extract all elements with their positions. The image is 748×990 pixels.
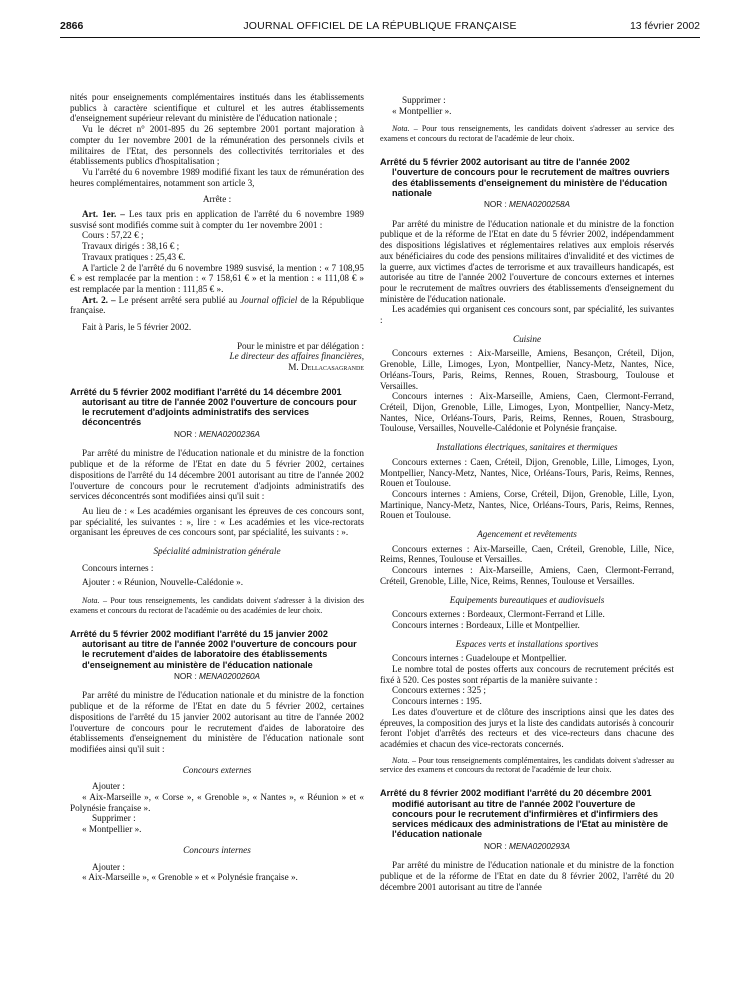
issue-date: 13 février 2002 [629, 20, 700, 32]
decree-title [380, 788, 674, 839]
nota-label: Nota. [82, 596, 100, 606]
paragraph: Concours externes : Aix-Marseille, Caen, Créteil, Grenoble, Lille, Nice, Reims, Rennes, Toulouse et Versailles. [380, 543, 674, 565]
section-heading: Concours internes [183, 844, 251, 855]
nota [380, 124, 674, 143]
paragraph: nités pour enseignements complémentaires institués dans les établissements publics à caractère scientifique et culturel et les autres établissements d'enseignement supérieur relevant du ministère de l'éducation nationale ; [70, 92, 364, 124]
action-label: Ajouter : [92, 781, 125, 792]
nota-text: – Pour tous renseignements complémentaires, les candidats doivent s'adresser au service des examens et concours du rectorat de l'académie de leur choix. [380, 755, 674, 775]
count-item: Concours internes : 195. [392, 696, 482, 707]
nor-reference [380, 200, 674, 211]
nor-code: MENA0200293A [509, 841, 571, 851]
signature-title: Le directeur des affaires financières, [229, 351, 364, 362]
nota-text: – Pour tous renseignements, les candidats doivent s'adresser à la division des examens et concours du rectorat de l'académie ou des académies de leur choix. [70, 596, 364, 615]
paragraph: Concours internes : [82, 562, 154, 573]
section-heading: Agencement et revêtements [477, 529, 577, 540]
article-text: Les taux pris en application de l'arrêté du 6 novembre 1989 susvisé sont modifiés comme suit à compter du 1er novembre 2001 : [70, 209, 364, 230]
decree-title-text: Arrêté du 5 février 2002 modifiant l'arrêté du 14 décembre 2001 autorisant au titre de l'année 2002 l'ouverture de concours pour le recrutement d'adjoints administratifs des services déconcentrés [70, 386, 357, 428]
rate-item: Travaux pratiques : 25,43 €. [82, 251, 186, 262]
paragraph: Par arrêté du ministre de l'éducation nationale et du ministre de la fonction publique et de la réforme de l'Etat en date du 8 février 2002, l'arrêté du 20 décembre 2001 autorisant au titre de l'année [380, 860, 674, 892]
article-text: de la République française. [70, 294, 364, 316]
paragraph: Au lieu de : « Les académies organisant les épreuves de ces concours sont, par spécialité, les suivantes : », lire : « Les académies et les vice-rectorats organisant les épreuves de ces concours sont, par spécialité, les suivants : ». [70, 505, 364, 538]
paragraph: Les dates d'ouverture et de clôture des inscriptions ainsi que les dates des épreuves, la composition des jurys et la liste des candidats autorisés à concourir feront l'objet d'arrêtés des recteurs et des vice-recteurs dans chacune des académies et chacun des vice-rectorats concernés. [380, 706, 674, 749]
nor-code: MENA0200260A [199, 671, 261, 681]
page-header [60, 20, 700, 34]
nota-text: – Pour tous renseignements, les candidats doivent s'adresser au service des examens et concours du rectorat de l'académie de leur choix. [380, 124, 674, 143]
nor-reference [70, 672, 364, 683]
header-rule [60, 37, 700, 38]
nor-reference [70, 430, 364, 441]
decree-title-text: Arrêté du 5 février 2002 autorisant au titre de l'année 2002 l'ouverture de concours pour le recrutement de maîtres ouvriers des établissements d'enseignement du ministère de l'éducation nationale [380, 157, 670, 198]
paragraph: A l'article 2 de l'arrêté du 6 novembre 1989 susvisé, la mention : « 7 108,95 € » est remplacée par la mention : « 7 158,61 € » et la mention : « 111,08 € » est remplacée par la mention : 111,85 € ». [70, 262, 364, 294]
nota-label: Nota. [392, 755, 410, 765]
nor-label: NOR : [173, 429, 200, 439]
decree-title [70, 629, 364, 670]
paragraph: « Aix-Marseille », « Grenoble » et « Polynésie française ». [82, 872, 298, 883]
decree-title [70, 387, 364, 428]
paragraph: Concours internes : Guadeloupe et Montpellier. [392, 653, 567, 664]
article-2 [70, 295, 364, 316]
nota-label: Nota. [392, 124, 410, 134]
left-column [70, 92, 364, 883]
article-label: Art. 1er. – [82, 209, 125, 220]
nota [380, 756, 674, 775]
section-heading: Installations électriques, sanitaires et thermiques [436, 442, 618, 453]
nor-code: MENA0200236A [199, 429, 261, 439]
signature-place-date: Fait à Paris, le 5 février 2002. [82, 322, 192, 333]
paragraph: Concours externes : Bordeaux, Clermont-Ferrand et Lille. [392, 609, 605, 620]
paragraph: « Montpellier ». [82, 824, 142, 835]
action-label: Ajouter : [92, 861, 125, 872]
paragraph: « Aix-Marseille », « Corse », « Grenoble », « Nantes », « Réunion » et « Polynésie française ». [70, 792, 364, 813]
nor-reference [380, 842, 674, 853]
count-item: Concours externes : 325 ; [392, 685, 486, 696]
decree-title [380, 157, 674, 198]
paragraph: Par arrêté du ministre de l'éducation nationale et du ministre de la fonction publique et de la réforme de l'Etat en date du 5 février 2002, indépendamment des dispositions législatives et réglementaires relatives aux emplois réservés aux bénéficiaires du code des pensions militaires d'invalidité et des victimes de la guerre, aux victimes d'actes de terrorisme et aux travailleurs handicapés, est autorisée au titre de l'année 2002 l'ouverture de concours externes et internes pour le recrutement de maîtres ouvriers des établissements d'enseignement du ministère de l'éducation nationale. [380, 218, 674, 304]
signature-line: Pour le ministre et par délégation : [236, 340, 364, 351]
journal-name: Journal officiel [240, 294, 298, 305]
paragraph: Par arrêté du ministre de l'éducation nationale et du ministre de la fonction publique et de la réforme de l'Etat en date du 5 février 2002, certaines dispositions de l'arrêté du 14 décembre 2001 autorisant au titre de l'année 2002 l'ouverture de concours pour le recrutement d'adjoints administratifs des services déconcentrés sont modifiées ainsi qu'il suit : [70, 448, 364, 502]
paragraph: Concours internes : Aix-Marseille, Amiens, Caen, Clermont-Ferrand, Créteil, Dijon, Grenoble, Lille, Limoges, Lyon, Montpellier, Nancy-Metz, Nantes, Nice, Orléans-Tours, Paris, Reims, Rennes, Rouen, Strasbourg, Toulouse, Versailles, Nouvelle-Calédonie et Polynésie française. [380, 391, 674, 434]
article-text: Le présent arrêté sera publié au [118, 294, 241, 305]
paragraph: Vu l'arrêté du 6 novembre 1989 modifié fixant les taux de rémunération des heures complémentaires, notamment son article 3, [70, 166, 364, 188]
nota [70, 596, 364, 615]
signature-name: M. Dellacasagrande [288, 362, 364, 373]
nor-code: MENA0200258A [509, 200, 571, 210]
article-label: Art. 2. – [82, 294, 116, 305]
action-label: Supprimer : [402, 95, 446, 105]
section-heading: Equipements bureautiques et audiovisuels [449, 594, 605, 605]
paragraph: Les académies qui organisent ces concours sont, par spécialité, les suivantes : [380, 304, 674, 326]
right-column [380, 95, 674, 892]
rate-item: Travaux dirigés : 38,16 € ; [82, 241, 180, 252]
decree-title-text: Arrêté du 8 février 2002 modifiant l'arrêté du 20 décembre 2001 modifié autorisant au titre de l'année 2002 l'ouverture de concours pour le recrutement d'infirmières et d'infirmiers des services médicaux des administrations de l'Etat au ministère de l'éducation nationale [380, 788, 669, 840]
paragraph: Vu le décret n° 2001-895 du 26 septembre 2001 portant majoration à compter du 1er novembre 2001 de la rémunération des personnels civils et militaires de l'Etat, des personnels des collectivités territoriales et des établissements publics d'hospitalisation ; [70, 124, 364, 167]
section-heading: Cuisine [512, 333, 542, 344]
section-heading: Concours externes [182, 764, 252, 775]
paragraph: Ajouter : « Réunion, Nouvelle-Calédonie ». [82, 577, 244, 588]
paragraph: Concours externes : Aix-Marseille, Amiens, Besançon, Créteil, Dijon, Grenoble, Lille, Limoges, Lyon, Montpellier, Nancy-Metz, Nantes, Nice, Orléans-Tours, Paris, Reims, Rennes, Rouen, Strasbourg, Toulouse et Versailles. [380, 348, 674, 391]
action-label: Supprimer : [92, 813, 136, 824]
page-number: 2866 [60, 20, 84, 32]
paragraph: Concours internes : Aix-Marseille, Amiens, Caen, Clermont-Ferrand, Créteil, Grenoble, Lille, Nice, Reims, Rennes, Toulouse et Versailles. [380, 565, 674, 586]
nor-label: NOR : [173, 671, 200, 681]
journal-title: JOURNAL OFFICIEL DE LA RÉPUBLIQUE FRANÇAISE [243, 20, 517, 32]
article-1 [70, 209, 364, 230]
paragraph: Le nombre total de postes offerts aux concours de recrutement précités est fixé à 520. Ces postes sont répartis de la manière suivante : [380, 664, 674, 685]
section-heading: Espaces verts et installations sportives [455, 638, 599, 649]
paragraph: Concours internes : Amiens, Corse, Créteil, Dijon, Grenoble, Lille, Lyon, Martinique, Nancy-Metz, Nantes, Nice, Orléans-Tours, Paris, Reims, Rennes, Rouen et Toulouse. [380, 488, 674, 521]
paragraph: Concours internes : Bordeaux, Lille et Montpellier. [392, 619, 580, 630]
rate-item: Cours : 57,22 € ; [82, 230, 144, 241]
decree-title-text: Arrêté du 5 février 2002 modifiant l'arrêté du 15 janvier 2002 autorisant au titre de l'année 2002 l'ouverture de concours pour le recrutement d'aides de laboratoire des établissements d'enseignement au ministère de l'éducation nationale [70, 628, 357, 670]
nor-label: NOR : [483, 841, 510, 851]
arrete-heading: Arrête : [202, 194, 232, 205]
nor-label: NOR : [483, 200, 510, 210]
paragraph: Concours externes : Caen, Créteil, Dijon, Grenoble, Lille, Limoges, Lyon, Montpellier, Nancy-Metz, Nantes, Nice, Orléans-Tours, Paris, Reims, Rennes, Rouen et Toulouse. [380, 456, 674, 489]
paragraph: « Montpellier ». [392, 105, 452, 116]
paragraph: Par arrêté du ministre de l'éducation nationale et du ministre de la fonction publique et de la réforme de l'Etat en date du 5 février 2002, certaines dispositions de l'arrêté du 15 janvier 2002 autorisant au titre de l'année 2002 l'ouverture de concours pour le recrutement d'aides de laboratoire des établissements d'enseignement du ministère de l'éducation nationale sont modifiées ainsi qu'il suit : [70, 690, 364, 754]
section-heading: Spécialité administration générale [153, 546, 281, 557]
